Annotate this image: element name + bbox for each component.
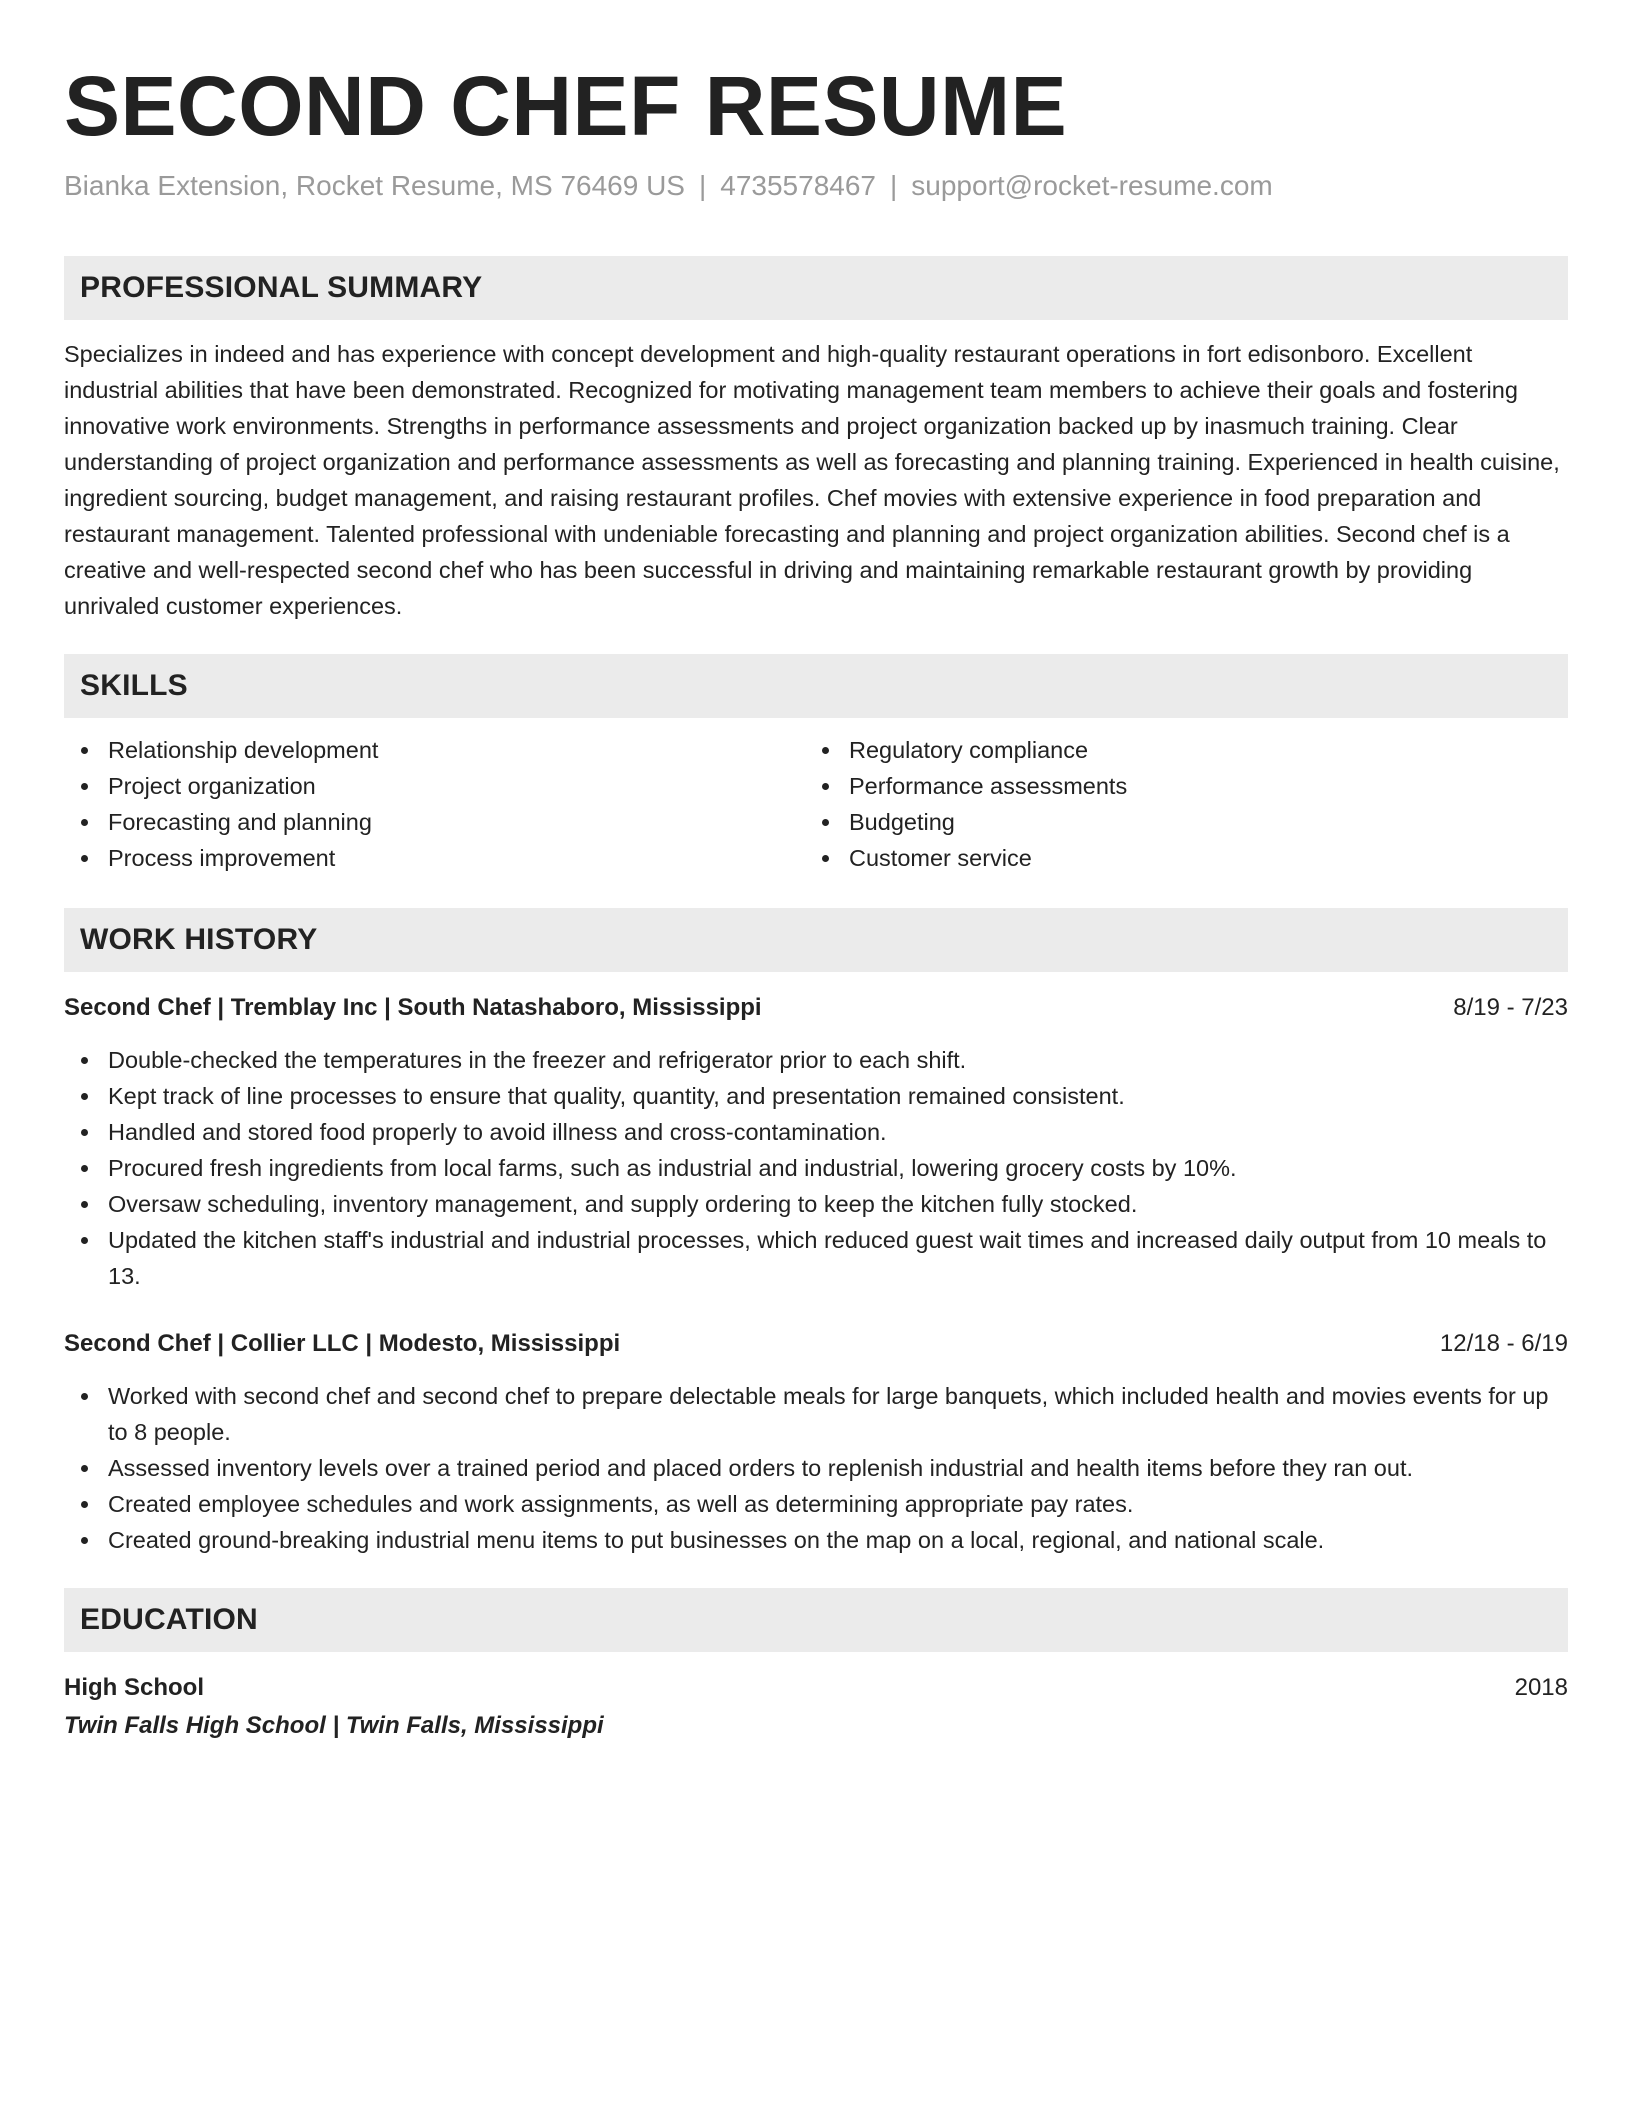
job-bullet: Handled and stored food properly to avoid illness and cross-contamination. [64,1114,1568,1150]
section-heading-skills: SKILLS [64,654,1568,718]
bullet-icon [822,855,829,862]
bullet-icon [81,1537,88,1544]
bullet-icon [81,1237,88,1244]
job-dates: 12/18 - 6/19 [1439,1330,1568,1357]
job-title: Second Chef | Tremblay Inc | South Natashaboro, Mississippi [64,994,762,1021]
skill-item: Customer service [805,840,1546,876]
job-bullet: Worked with second chef and second chef to prepare delectable meals for large banquets, which included health and movies events for up to 8 people. [64,1378,1568,1450]
bullet-icon [81,1093,88,1100]
education-school: Twin Falls High School | Twin Falls, Mississippi [64,1712,604,1739]
skills-list [64,732,1568,876]
job-bullet: Created ground-breaking industrial menu items to put businesses on the map on a local, regional, and national scale. [64,1522,1568,1558]
skill-item: Project organization [64,768,805,804]
bullet-icon [81,1501,88,1508]
job-bullet: Assessed inventory levels over a trained period and placed orders to replenish industrial and health items before they ran out. [64,1450,1568,1486]
bullet-icon [81,1057,88,1064]
skill-item: Performance assessments [805,768,1546,804]
bullet-icon [81,1393,88,1400]
job-bullet: Kept track of line processes to ensure that quality, quantity, and presentation remained consistent. [64,1078,1568,1114]
bullet-icon [822,747,829,754]
job-header [64,1326,1568,1362]
section-heading-summary: PROFESSIONAL SUMMARY [64,256,1568,320]
section-heading-education: EDUCATION [64,1588,1568,1652]
contact-separator: | [890,170,898,201]
job-bullet: Double-checked the temperatures in the freezer and refrigerator prior to each shift. [64,1042,1568,1078]
bullet-icon [81,747,88,754]
contact-separator: | [698,170,707,201]
contact-line [64,168,1568,204]
skills-column-left [64,732,805,876]
skills-column-right [805,732,1546,876]
education-year: 2018 [1514,1674,1568,1701]
bullet-icon [81,1201,88,1208]
section-heading-work-history: WORK HISTORY [64,908,1568,972]
bullet-icon [81,855,88,862]
resume-title: SECOND CHEF RESUME [64,59,1068,153]
skill-item: Relationship development [64,732,805,768]
skill-item: Regulatory compliance [805,732,1546,768]
bullet-icon [81,819,88,826]
skill-item: Process improvement [64,840,805,876]
job-bullet: Procured fresh ingredients from local farms, such as industrial and industrial, lowering grocery costs by 10%. [64,1150,1568,1186]
job-bullets [64,1378,1568,1558]
job-entry [64,990,1568,1294]
contact-address: Bianka Extension, Rocket Resume, MS 76469 US [64,170,685,201]
bullet-icon [81,1165,88,1172]
skill-item: Budgeting [805,804,1546,840]
job-bullet: Oversaw scheduling, inventory management, and supply ordering to keep the kitchen fully stocked. [64,1186,1568,1222]
contact-email: support@rocket-resume.com [911,170,1273,201]
bullet-icon [822,819,829,826]
education-header [64,1670,1568,1706]
summary-text: Specializes in indeed and has experience with concept development and high-quality restaurant operations in fort edisonboro. Excellent industrial abilities that have been demonstrated. Recognized for motivating management team members to achieve their goals and fostering innovative work environments. Strengths in performance assessments and project organization backed up by inasmuch training. Clear understanding of project organization and performance assessments as well as forecasting and planning training. Experienced in health cuisine, ingredient sourcing, budget management, and raising restaurant profiles. Chef movies with extensive experience in food preparation and restaurant management. Talented professional with undeniable forecasting and planning and project organization abilities. Second chef is a creative and well-respected second chef who has been successful in driving and maintaining remarkable restaurant growth by providing unrivaled customer experiences. [64,341,1560,619]
job-dates: 8/19 - 7/23 [1453,994,1568,1021]
bullet-icon [81,1465,88,1472]
job-bullet: Created employee schedules and work assignments, as well as determining appropriate pay rates. [64,1486,1568,1522]
job-header [64,990,1568,1026]
bullet-icon [81,1129,88,1136]
contact-phone: 4735578467 [720,170,876,201]
skill-item: Forecasting and planning [64,804,805,840]
bullet-icon [822,783,829,790]
job-title: Second Chef | Collier LLC | Modesto, Mississippi [64,1330,621,1357]
job-entry [64,1326,1568,1558]
bullet-icon [81,783,88,790]
job-bullets [64,1042,1568,1294]
education-degree: High School [64,1674,204,1701]
job-bullet: Updated the kitchen staff's industrial and industrial processes, which reduced guest wait times and increased daily output from 10 meals to 13. [64,1222,1568,1294]
